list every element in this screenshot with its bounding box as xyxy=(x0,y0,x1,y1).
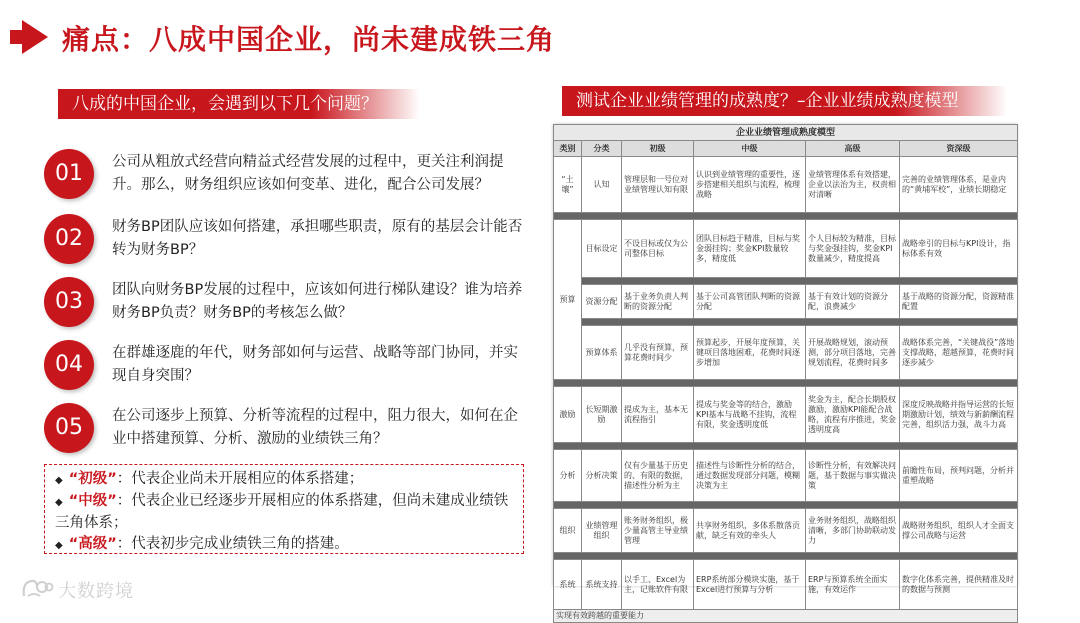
table-cell: 战略牵引的目标与KPI设计，指标体系有效 xyxy=(900,220,1018,278)
column-header: 资深级 xyxy=(900,141,1018,157)
table-cell: 诊断性分析，有效解决问题，基于数据与事实做决策 xyxy=(806,450,900,502)
question-item xyxy=(44,340,534,390)
table-header-row xyxy=(554,141,1018,157)
question-text: 在公司逐步上预算、分析等流程的过程中，阻力很大，如何在企业中搭建预算、分析、激励的业绩铁三角？ xyxy=(112,408,518,447)
level-legend-box xyxy=(44,464,524,554)
table-title: 企业业绩管理成熟度模型 xyxy=(554,125,1018,141)
table-cell: ERP系统部分模块实施，基于Excel进行预算与分析 xyxy=(694,560,806,610)
category-cell: 激励 xyxy=(554,387,582,443)
column-header: 分类 xyxy=(582,141,622,157)
maturity-model-table-image xyxy=(553,124,1017,620)
subcategory-cell: 长短期激励 xyxy=(582,387,622,443)
category-cell: 分析 xyxy=(554,450,582,502)
row-divider xyxy=(554,443,1018,450)
table-row xyxy=(554,560,1018,610)
table-cell: 仅有少量基于历史的、有限的数据，描述性分析为主 xyxy=(622,450,694,502)
page-title: 痛点：八成中国企业，尚未建成铁三角 xyxy=(62,23,556,56)
legend-text: ：代表初步完成业绩铁三角的搭建。 xyxy=(116,536,349,552)
subcategory-cell: 系统支持 xyxy=(582,560,622,610)
table-cell: 认识到业绩管理的重要性，逐步搭建相关组织与流程，梳理战略 xyxy=(694,157,806,213)
legend-keyword: “中级” xyxy=(68,493,117,509)
table-cell: 描述性与诊断性分析的结合，通过数据发现部分问题，模糊决策为主 xyxy=(694,450,806,502)
subcategory-cell: 认知 xyxy=(582,157,622,213)
diamond-bullet-icon: ◆ xyxy=(55,497,63,508)
table-row xyxy=(554,509,1018,553)
question-item xyxy=(44,403,534,453)
table-row xyxy=(554,450,1018,502)
table-cell: 管理层和一号位对业绩管理认知有限 xyxy=(622,157,694,213)
table-cell: 以手工、Excel为主，记账软件有限 xyxy=(622,560,694,610)
diamond-bullet-icon: ◆ xyxy=(55,475,63,486)
right-section-banner: 测试企业业绩管理的成熟度？–企业业绩成熟度模型 xyxy=(562,86,1007,116)
table-cell: 开展战略规划，滚动预测，部分项目落地，完善规划流程，花费时间多 xyxy=(806,326,900,380)
table-cell: 数字化体系完善，提供精准及时的数据与预测 xyxy=(900,560,1018,610)
table-row xyxy=(554,285,1018,319)
table-row xyxy=(554,387,1018,443)
category-cell: 系统 xyxy=(554,560,582,610)
table-cell: 基于公司高管团队判断的资源分配 xyxy=(694,285,806,319)
table-cell: 基于业务负责人判断的资源分配 xyxy=(622,285,694,319)
subcategory-cell: 目标设定 xyxy=(582,220,622,278)
row-divider xyxy=(554,380,1018,387)
table-cell: 基于战略的资源分配，资源精准配置 xyxy=(900,285,1018,319)
legend-item xyxy=(55,469,513,491)
question-number-badge: 02 xyxy=(44,214,94,264)
legend-item xyxy=(55,491,513,534)
row-divider xyxy=(554,502,1018,509)
table-row xyxy=(554,157,1018,213)
table-cell: 完善的业绩管理体系，是业内的“黄埔军校”，业绩长期稳定 xyxy=(900,157,1018,213)
category-cell: 预算 xyxy=(554,220,582,380)
question-number-badge: 05 xyxy=(44,403,94,453)
legend-item xyxy=(55,534,513,556)
question-item xyxy=(44,214,534,264)
brand-name: 大数跨境 xyxy=(58,581,134,602)
row-divider xyxy=(582,319,1018,326)
table-cell: 几乎没有预算，预算花费时间少 xyxy=(622,326,694,380)
table-cell: 提成为主，基本无流程指引 xyxy=(622,387,694,443)
legend-keyword: “初级” xyxy=(68,471,117,487)
table-cell: ERP与预算系统全面实施，有效运作 xyxy=(806,560,900,610)
table-cell: 提成与奖金等的结合，激励KPI基本与战略不挂钩，流程有限，奖金透明度低 xyxy=(694,387,806,443)
column-header: 中级 xyxy=(694,141,806,157)
table-cell: 业绩管理体系有效搭建，企业以法治为主，权责相对清晰 xyxy=(806,157,900,213)
legend-keyword: “高级” xyxy=(68,536,117,552)
row-divider xyxy=(554,213,1018,220)
left-section-banner: 八成的中国企业，会遇到以下几个问题？ xyxy=(58,89,420,119)
table-row xyxy=(554,220,1018,278)
question-item xyxy=(44,149,534,199)
column-header: 类别 xyxy=(554,141,582,157)
brand-logo xyxy=(20,574,150,604)
table-cell: 个人目标较为精准，目标与奖金强挂钩，奖金KPI数量减少，精度提高 xyxy=(806,220,900,278)
diamond-bullet-icon: ◆ xyxy=(55,540,63,551)
table-cell: 深度反映战略并指导运营的长短期激励计划，绩效与新薪酬流程完善，组织活力强，战斗力高 xyxy=(900,387,1018,443)
table-row xyxy=(554,326,1018,380)
question-number-badge: 03 xyxy=(44,277,94,327)
question-item xyxy=(44,277,534,327)
row-divider xyxy=(554,553,1018,560)
table-cell: 基于有效计划的资源分配，浪费减少 xyxy=(806,285,900,319)
table-cell: 前瞻性布局，预判问题，分析并重塑战略 xyxy=(900,450,1018,502)
table-cell: 奖金为主，配合长期股权激励，激励KPI能配合战略，流程有序推进，奖金透明度高 xyxy=(806,387,900,443)
maturity-model-table xyxy=(553,124,1018,623)
question-text: 财务BP团队应该如何搭建，承担哪些职责，原有的基层会计能否转为财务BP？ xyxy=(112,219,523,258)
column-header: 高级 xyxy=(806,141,900,157)
question-text: 团队向财务BP发展的过程中，应该如何进行梯队建设？谁为培养财务BP负责？财务BP的考核怎么做？ xyxy=(112,282,523,321)
subcategory-cell: 预算体系 xyxy=(582,326,622,380)
subcategory-cell: 分析决策 xyxy=(582,450,622,502)
table-cell: 业务财务组织，战略组织清晰，多部门协助联动发力 xyxy=(806,509,900,553)
table-cell: 共享财务组织，多体系散落贡献，缺乏有效的牵头人 xyxy=(694,509,806,553)
table-footnote: 实现有效跨越的重要能力 xyxy=(554,610,1018,623)
question-number-badge: 04 xyxy=(44,340,94,390)
table-cell: 账务财务组织，极少量高管主导业绩管理 xyxy=(622,509,694,553)
subcategory-cell: 业绩管理组织 xyxy=(582,509,622,553)
question-number-badge: 01 xyxy=(44,149,94,199)
legend-text: ：代表企业已经逐步开展相应的体系搭建，但尚未建成业绩铁三角体系； xyxy=(55,493,509,531)
table-cell: 预算起步，开展年度预算，关键项目落地困难，花费时间逐步增加 xyxy=(694,326,806,380)
column-header: 初级 xyxy=(622,141,694,157)
table-cell: 不设目标或仅为公司整体目标 xyxy=(622,220,694,278)
category-cell: 组织 xyxy=(554,509,582,553)
question-text: 公司从粗放式经营向精益式经营发展的过程中，更关注利润提升。那么，财务组织应该如何变革、进化，配合公司发展？ xyxy=(112,154,504,193)
subcategory-cell: 资源分配 xyxy=(582,285,622,319)
table-cell: 团队目标趋于精准，目标与奖金弱挂钩；奖金KPI数量较多，精度低 xyxy=(694,220,806,278)
legend-text: ：代表企业尚未开展相应的体系搭建； xyxy=(116,471,364,487)
category-cell: “土壤” xyxy=(554,157,582,213)
table-cell: 战略财务组织，组织人才全面支撑公司战略与运营 xyxy=(900,509,1018,553)
row-divider xyxy=(582,278,1018,285)
table-cell: 战略体系完善，“关键战役”落地支撑战略，超越预算，花费时间逐步减少 xyxy=(900,326,1018,380)
brand-logo-icon xyxy=(20,576,54,600)
question-text: 在群雄逐鹿的年代，财务部如何与运营、战略等部门协同，并实现自身突围？ xyxy=(112,345,518,384)
title-arrow-icon xyxy=(22,20,48,54)
